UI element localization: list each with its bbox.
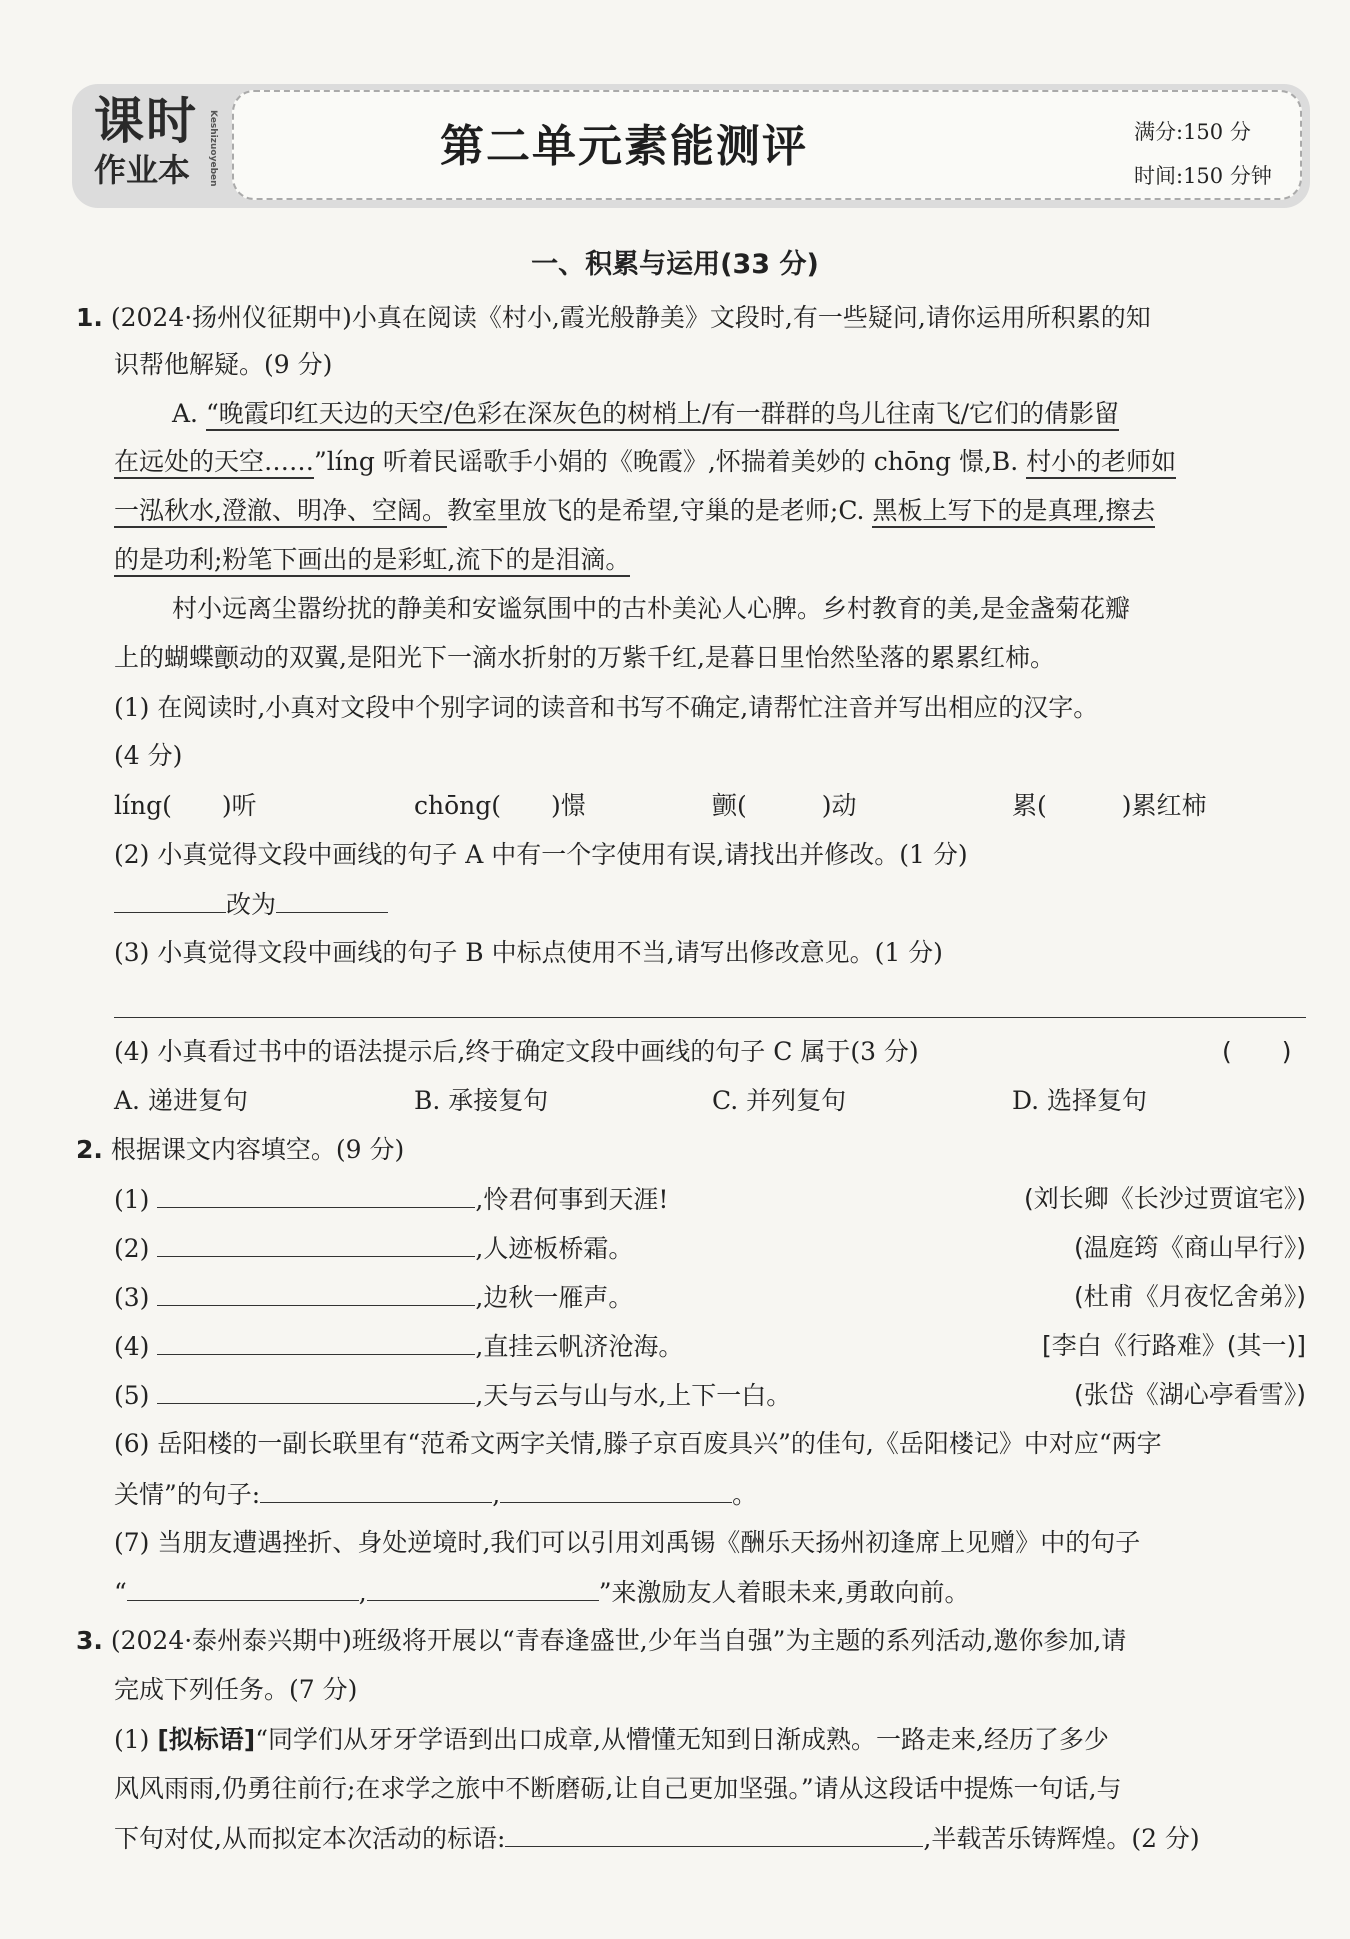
q1-stem-text: (2024·扬州仪征期中)小真在阅读《村小,霞光般静美》文段时,有一些疑问,请你运用所积累的知 <box>110 303 1151 332</box>
passage-text: ”líng 听着民谣歌手小娟的《晚霞》,怀揣着美妙的 chōng 憬,B. <box>314 447 1027 476</box>
q2-item7-line2 <box>114 1574 969 1611</box>
sentence-a-label: A. <box>172 399 206 428</box>
dotted-char-chan: 颤 <box>214 643 240 672</box>
dotted-char-lei: 累 <box>929 643 955 672</box>
q1-passage2-line2 <box>114 640 1055 676</box>
item-label: (4) <box>114 1332 150 1361</box>
sentence-a-underlined-end: 在远处的天空…… <box>114 447 314 479</box>
q2-item6-line1: (6) 岳阳楼的一副长联里有“范希文两字关情,滕子京百废具兴”的佳句,《岳阳楼记》中对应“两字 <box>114 1429 1162 1458</box>
option-c[interactable]: C. 并列复句 <box>712 1086 847 1115</box>
poem-blank[interactable] <box>260 1476 492 1503</box>
sentence-b-underlined-end: 一泓秋水,澄澈、明净、空阔。 <box>114 496 447 528</box>
q2-number: 2. <box>76 1135 103 1164</box>
q1-sub4: (4) 小真看过书中的语法提示后,终于确定文段中画线的句子 C 属于(3 分) <box>114 1037 919 1066</box>
answer-line[interactable] <box>114 1017 1306 1018</box>
q1-stem-line2: 识帮他解疑。(9 分) <box>114 350 333 379</box>
header-banner <box>72 84 1310 208</box>
q2-item <box>114 1230 633 1267</box>
q1-sub1-item1[interactable]: líng( )听 <box>114 791 257 820</box>
q1-sub1-item4[interactable]: 累( )累红柿 <box>1012 791 1207 820</box>
q1-sub4-answer-paren[interactable]: ( ) <box>1222 1037 1292 1066</box>
poem-blank[interactable] <box>157 1181 475 1208</box>
poem-blank[interactable] <box>127 1574 359 1601</box>
poem-blank[interactable] <box>367 1574 599 1601</box>
passage-text: 累红柿。 <box>954 643 1055 672</box>
q1-sub1-line1: (1) 在阅读时,小真对文段中个别字词的读音和书写不确定,请帮忙注音并写出相应的汉字。 <box>114 693 1099 722</box>
q1-passage2-line1: 村小远离尘嚣纷扰的静美和安谧氛围中的古朴美沁人心脾。乡村教育的美,是金盏菊花瓣 <box>172 594 1130 623</box>
item-label: (5) <box>114 1381 150 1410</box>
q2-item6-line2 <box>114 1476 757 1513</box>
poem-source: [李白《行路难》(其一)] <box>1041 1331 1306 1360</box>
q1-sub2: (2) 小真觉得文段中画线的句子 A 中有一个字使用有误,请找出并修改。(1 分) <box>114 840 968 869</box>
q3-stem-line1 <box>76 1623 1126 1659</box>
option-d[interactable]: D. 选择复句 <box>1012 1086 1148 1115</box>
q2-item <box>114 1181 668 1218</box>
item-label: (3) <box>114 1283 150 1312</box>
q2-item <box>114 1377 791 1414</box>
logo-line2: 作业本 <box>94 151 191 189</box>
q2-item7-line1: (7) 当朋友遭遇挫折、身处逆境时,我们可以引用刘禹锡《酬乐天扬州初逢席上见赠》中的句子 <box>114 1528 1141 1557</box>
sub1-text: “同学们从牙牙学语到出口成章,从懵懂无知到日渐成熟。一路走来,经历了多少 <box>255 1725 1109 1754</box>
sub1-text: 下句对仗,从而拟定本次活动的标语: <box>114 1824 506 1853</box>
sentence-c-underlined-end: 的是功利;粉笔下画出的是彩虹,流下的是泪滴。 <box>114 545 630 577</box>
poem-source: (温庭筠《商山早行》) <box>1073 1233 1306 1262</box>
slogan-blank[interactable] <box>505 1820 923 1847</box>
punct: 。 <box>732 1480 758 1509</box>
full-score: 满分:150 分 <box>1134 120 1251 144</box>
item6-prefix: 关情”的句子: <box>114 1480 261 1509</box>
q1-sub1-line2: (4 分) <box>114 741 183 770</box>
title-box <box>232 90 1302 200</box>
sentence-b-underlined: 村小的老师如 <box>1026 447 1176 479</box>
item7-suffix: ”来激励友人着眼未来,勇敢向前。 <box>598 1578 970 1607</box>
punct: , <box>358 1578 367 1607</box>
poem-blank[interactable] <box>157 1230 475 1257</box>
q2-item <box>114 1328 683 1365</box>
poem-source: (张岱《湖心亭看雪》) <box>1073 1380 1306 1409</box>
sub-label: (1) <box>114 1725 158 1754</box>
change-to-label: 改为 <box>226 890 277 919</box>
q3-sub1-line2: 风风雨雨,仍勇往前行;在求学之旅中不断磨砺,让自己更加坚强。”请从这段话中提炼一句话,与 <box>114 1774 1122 1803</box>
q1-passage-line2 <box>114 444 1176 480</box>
q3-stem-text: (2024·泰州泰兴期中)班级将开展以“青春逢盛世,少年当自强”为主题的系列活动,邀你参加,请 <box>110 1626 1127 1655</box>
item-label: (1) <box>114 1185 150 1214</box>
passage-text: 上的蝴蝶 <box>114 643 215 672</box>
q1-sub1-item3[interactable]: 颤( )动 <box>712 791 857 820</box>
answer-blank[interactable] <box>114 886 226 913</box>
exam-meta <box>1134 110 1272 198</box>
passage-text: 教室里放飞的是希望,守巢的是老师;C. <box>446 496 873 525</box>
logo-line1: 课时 <box>94 92 198 150</box>
q2-stem-text: 根据课文内容填空。(9 分) <box>110 1135 405 1164</box>
q1-passage-line4 <box>114 542 630 578</box>
q3-sub1-line3 <box>114 1820 1200 1857</box>
poem-blank[interactable] <box>157 1279 475 1306</box>
item-label: (2) <box>114 1234 150 1263</box>
poem-text: ,怜君何事到天涯! <box>475 1185 669 1214</box>
sentence-c-underlined: 黑板上写下的是真理,擦去 <box>872 496 1155 528</box>
section-title: 一、积累与运用(33 分) <box>531 249 819 280</box>
q1-sub3: (3) 小真觉得文段中画线的句子 B 中标点使用不当,请写出修改意见。(1 分) <box>114 938 943 967</box>
q1-sub2-answer <box>114 886 388 923</box>
poem-text: ,边秋一雁声。 <box>475 1283 634 1312</box>
q3-stem-line2: 完成下列任务。(7 分) <box>114 1675 358 1704</box>
q1-number: 1. <box>76 303 103 332</box>
punct: , <box>492 1480 501 1509</box>
q1-stem-line1 <box>76 300 1151 336</box>
q3-sub1-line1 <box>114 1722 1109 1758</box>
exam-time: 时间:150 分钟 <box>1134 164 1272 188</box>
poem-text: ,人迹板桥霜。 <box>475 1234 634 1263</box>
poem-text: ,直挂云帆济沧海。 <box>475 1332 684 1361</box>
option-a[interactable]: A. 递进复句 <box>114 1086 248 1115</box>
q2-item <box>114 1279 633 1316</box>
answer-blank[interactable] <box>276 886 388 913</box>
page-title: 第二单元素能测评 <box>440 121 808 172</box>
q3-number: 3. <box>76 1626 103 1655</box>
poem-blank[interactable] <box>157 1377 475 1404</box>
poem-blank[interactable] <box>157 1328 475 1355</box>
option-b[interactable]: B. 承接复句 <box>414 1086 549 1115</box>
poem-blank[interactable] <box>500 1476 732 1503</box>
logo-vertical-text: Keshizuoyeben <box>208 110 218 187</box>
poem-source: (杜甫《月夜忆舍弟》) <box>1073 1282 1306 1311</box>
q2-stem <box>76 1132 404 1168</box>
poem-source: (刘长卿《长沙过贾谊宅》) <box>1023 1184 1306 1213</box>
poem-text: ,天与云与山与水,上下一白。 <box>475 1381 792 1410</box>
task-tag: [拟标语] <box>157 1725 256 1754</box>
q1-passage-line3 <box>114 493 1155 529</box>
q1-passage-line1 <box>172 396 1119 432</box>
punct: “ <box>114 1578 127 1607</box>
sub1-text: ,半载苦乐铸辉煌。(2 分) <box>923 1824 1200 1853</box>
q1-sub1-item2[interactable]: chōng( )憬 <box>414 791 586 820</box>
passage-text: 动的双翼,是阳光下一滴水折射的万紫千红,是暮日里怡然坠落的 <box>239 643 930 672</box>
sentence-a-underlined: “晚霞印红天边的天空/色彩在深灰色的树梢上/有一群群的鸟儿往南飞/它们的倩影留 <box>206 399 1119 431</box>
